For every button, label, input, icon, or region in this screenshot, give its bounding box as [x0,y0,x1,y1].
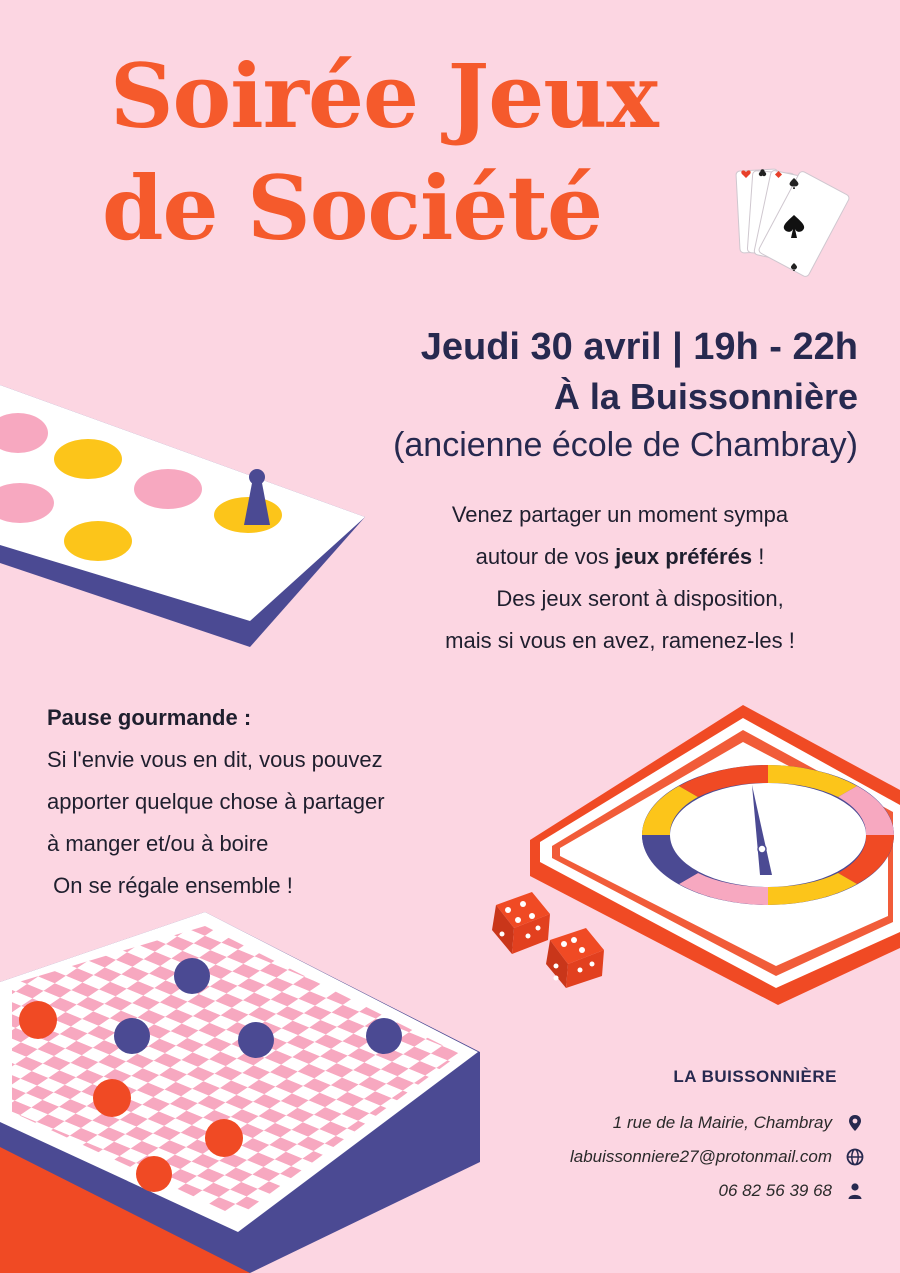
contact-block [570,1062,864,1208]
event-subplace: (ancienne école de Chambray) [393,426,858,464]
food-break-section [47,697,517,907]
food-break-line: apporter quelque chose à partager [47,789,385,814]
invite-line-2: autour de vos jeux préférés ! [475,544,765,569]
email-text[interactable]: labuissonniere27@protonmail.com [569,1147,832,1166]
food-break-heading: Pause gourmande : [47,705,252,730]
organization-name: LA BUISSONNIÈRE [673,1067,837,1086]
invite-line-4: mais si vous en avez, ramenez-les ! [445,628,795,653]
phone-row [570,1174,864,1208]
pawn-board-illustration [0,385,370,650]
playing-cards-illustration [728,160,858,280]
event-date: Jeudi 30 avril | 19h - 22h [420,326,858,368]
person-icon [846,1182,864,1200]
invite-line-1: Venez partager un moment sympa [451,502,789,527]
invite-line-3: Des jeux seront à disposition, [496,586,784,611]
food-break-line: Si l'envie vous en dit, vous pouvez [47,747,383,772]
event-title [102,40,658,264]
invite-text [380,494,860,662]
phone-text[interactable]: 06 82 56 39 68 [718,1181,832,1200]
address-row [570,1106,864,1140]
title-line-2: de Société [102,156,603,260]
food-break-line: On se régale ensemble ! [47,873,293,898]
title-line-1: Soirée Jeux [110,44,658,148]
event-place: À la Buissonnière [553,376,858,417]
checkers-board-illustration [0,912,490,1273]
favorite-games-emphasis: jeux préférés [615,544,753,569]
email-row [570,1140,864,1174]
food-break-line: à manger et/ou à boire [47,831,269,856]
globe-icon [846,1148,864,1166]
address-text: 1 rue de la Mairie, Chambray [612,1113,832,1132]
event-details [393,322,858,468]
location-pin-icon [846,1114,864,1132]
dice-icon [492,892,604,988]
spinner-board-illustration [488,700,900,1010]
